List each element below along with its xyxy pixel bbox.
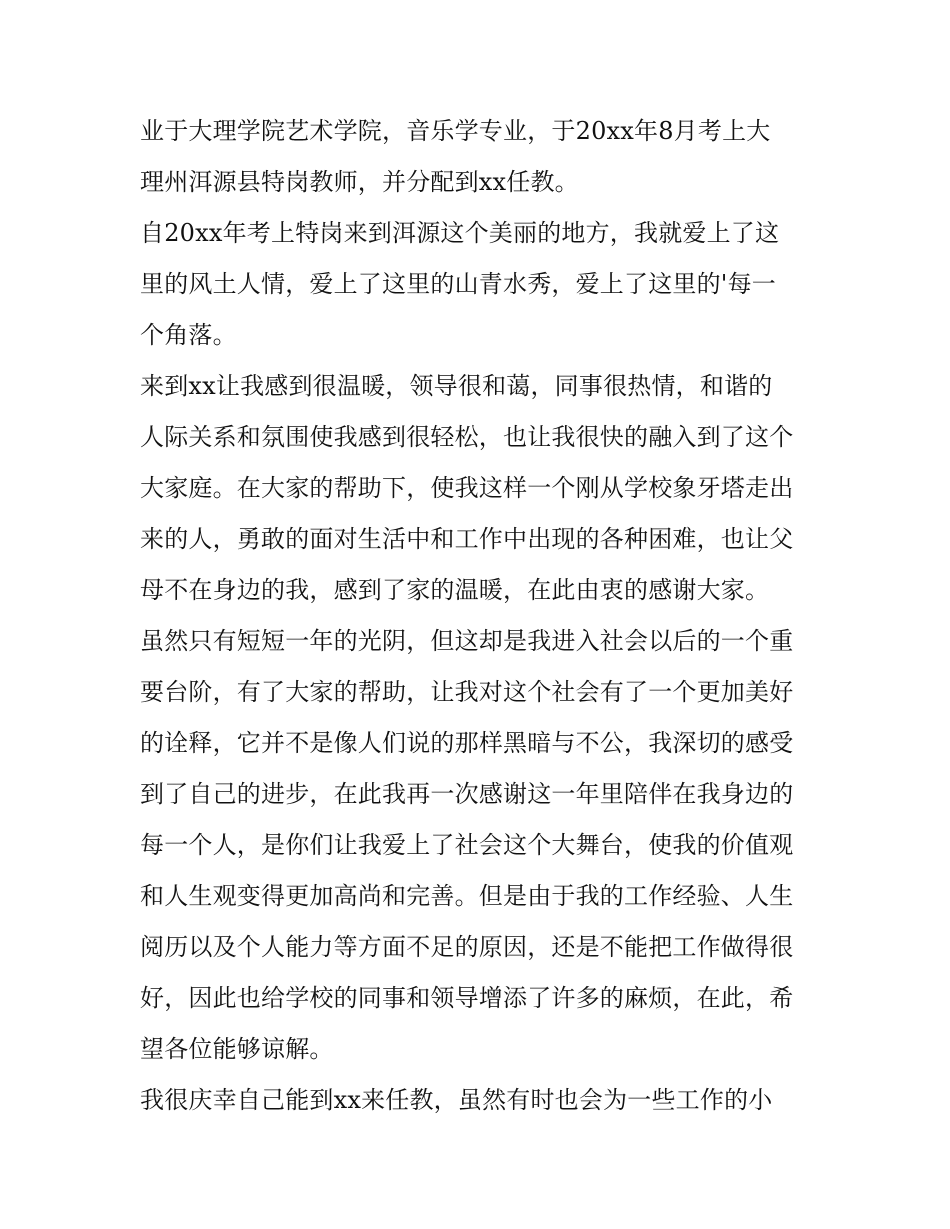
document-body <box>140 106 820 1126</box>
text-line: 个角落。 <box>140 321 237 349</box>
text-line: 大家庭。在大家的帮助下，使我这样一个刚从学校象牙塔走出 <box>140 474 794 502</box>
text-line: 每一个人，是你们让我爱上了社会这个大舞台，使我的价值观 <box>140 831 794 859</box>
text-line: 虽然只有短短一年的光阴，但这却是我进入社会以后的一个重 <box>140 627 794 655</box>
text-line: 来到xx让我感到很温暖，领导很和蔼，同事很热情，和谐的 <box>140 372 773 400</box>
text-line: 望各位能够谅解。 <box>140 1035 334 1063</box>
text-line: 来的人，勇敢的面对生活中和工作中出现的各种困难，也让父 <box>140 525 794 553</box>
text-line: 要台阶，有了大家的帮助，让我对这个社会有了一个更加美好 <box>140 678 794 706</box>
text-line: 里的风土人情，爱上了这里的山青水秀，爱上了这里的'每一 <box>140 270 776 298</box>
text-line: 母不在身边的我，感到了家的温暖，在此由衷的感谢大家。 <box>140 576 770 604</box>
paragraph-4 <box>140 616 820 1075</box>
paragraph-2 <box>140 208 820 361</box>
text-line: 人际关系和氛围使我感到很轻松，也让我很快的融入到了这个 <box>140 423 794 451</box>
text-line: 的诠释，它并不是像人们说的那样黑暗与不公，我深切的感受 <box>140 729 794 757</box>
text-line: 我很庆幸自己能到xx来任教，虽然有时也会为一些工作的小 <box>140 1086 773 1114</box>
text-line: 到了自己的进步，在此我再一次感谢这一年里陪伴在我身边的 <box>140 780 794 808</box>
text-line: 和人生观变得更加高尚和完善。但是由于我的工作经验、人生 <box>140 882 794 910</box>
text-line: 好，因此也给学校的同事和领导增添了许多的麻烦，在此，希 <box>140 984 794 1012</box>
text-line: 业于大理学院艺术学院，音乐学专业，于20xx年8月考上大 <box>140 117 771 145</box>
paragraph-1 <box>140 106 820 208</box>
text-line: 自20xx年考上特岗来到洱源这个美丽的地方，我就爱上了这 <box>140 219 780 247</box>
paragraph-3 <box>140 361 820 616</box>
paragraph-5 <box>140 1075 820 1126</box>
text-line: 理州洱源县特岗教师，并分配到xx任教。 <box>140 168 579 196</box>
text-line: 阅历以及个人能力等方面不足的原因，还是不能把工作做得很 <box>140 933 794 961</box>
